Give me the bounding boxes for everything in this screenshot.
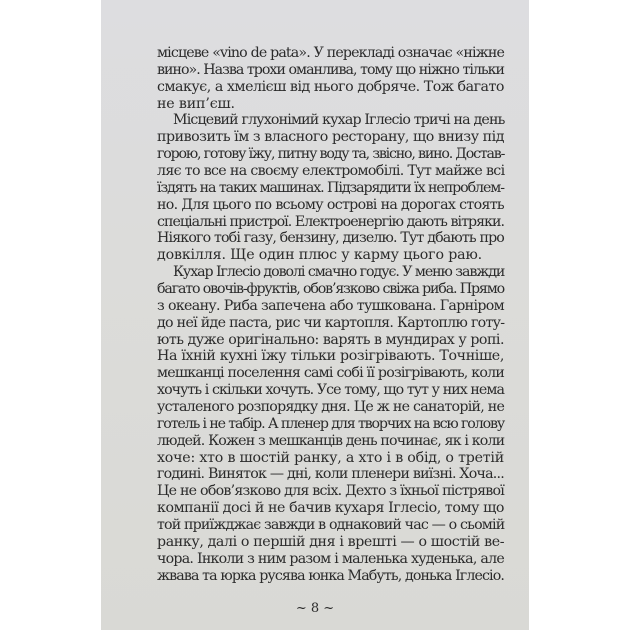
- text-line: той приїжджає завжди в однаковий час — о сьомій: [157, 517, 505, 534]
- text-line: Ніякого тобі газу, бензину, дизелю. Тут дбають про: [157, 230, 504, 247]
- text-line: багато овочів-фруктів, обов’язково свіжа риба. Прямо: [157, 281, 504, 298]
- text-line: хоче: хто в шостій ранку, а хто і в обід, о третій: [157, 449, 504, 466]
- text-line: довкілля. Ще один плюс у карму цього раю.: [157, 247, 483, 264]
- text-line: з океану. Риба запечена або тушкована. Гарніром: [157, 297, 504, 314]
- text-line: Місцевий глухонімий кухар Іглесіо тричі на день: [173, 112, 505, 129]
- text-line: Кухар Іглесіо доволі смачно годує. У меню завжди: [173, 264, 505, 281]
- page-number: ~ 8 ~: [295, 601, 335, 616]
- text-line: смакує, а хмелієш від нього добряче. Тож багато: [157, 78, 504, 95]
- text-line: жвава та юрка русява юнка Мабуть, донька Іглесіо.: [157, 567, 504, 584]
- text-line: компанії досі й не бачив кухаря Іглесіо, тому що: [157, 500, 504, 517]
- body-text: [157, 45, 504, 585]
- text-line: вино». Назва трохи оманлива, тому що ніжно тільки: [157, 61, 504, 78]
- text-line: усталеного розпорядку дня. Це ж не санаторій, не: [157, 399, 505, 416]
- text-line: На їхній кухні їжу тільки розігрівають. Точніше,: [157, 348, 504, 365]
- text-line: їздять на таких машинах. Підзарядити їх непроблем-: [157, 179, 504, 196]
- text-line: не вип’єш.: [157, 95, 235, 112]
- text-line: ранку, далі о першій дня і врешті — о шостій ве-: [157, 533, 505, 550]
- text-line: людей. Кожен з мешканців день починає, як і коли: [157, 432, 505, 449]
- text-line: ють дуже оригінально: варять в мундирах у ропі.: [157, 331, 504, 348]
- text-line: горою, готову їжу, питну воду та, звісно, вино. Достав-: [157, 146, 505, 163]
- book-page: [101, 0, 529, 630]
- text-line: годині. Виняток — дні, коли пленери виїзні. Хоча...: [157, 466, 504, 483]
- text-line: мешканці поселення самі собі її розігрівають, коли: [157, 365, 504, 382]
- text-line: до неї йде паста, рис чи картопля. Картоплю готу-: [157, 314, 505, 331]
- text-line: готель і не табір. А пленер для творчих на всю голову: [157, 415, 505, 432]
- text-line: ляє то все на своєму електромобілі. Тут майже всі: [157, 163, 505, 180]
- text-line: чора. Інколи з ним разом і маленька худенька, але: [157, 550, 504, 567]
- text-line: місцеве «vino de pata». У перекладі означає «ніжне: [157, 45, 504, 61]
- text-line: хочуть і скільки хочуть. Усе тому, що тут у них нема: [157, 382, 504, 399]
- text-line: спеціальні пристрої. Електроенергію дають вітряки.: [157, 213, 504, 230]
- text-line: привозить їм з власного ресторану, що внизу під: [157, 129, 504, 146]
- text-line: Це не обов’язково для всіх. Дехто з їхньої пістрявої: [157, 483, 505, 500]
- text-line: но. Для цього по всьому острові на дорогах стоять: [157, 196, 504, 213]
